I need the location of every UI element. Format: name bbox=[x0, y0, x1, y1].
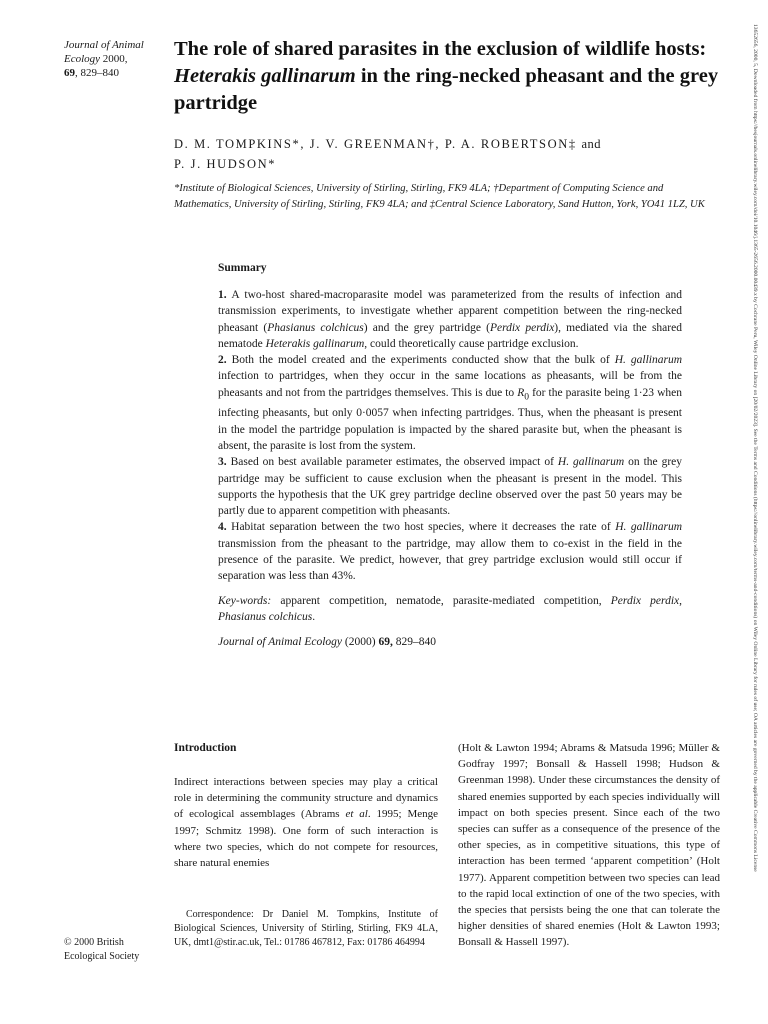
introduction-right-column: (Holt & Lawton 1994; Abrams & Matsuda 1996; Müller & Godfray 1997; Bonsall & Hassell 1998; Hudson & Greenman 1998). Under these circumstances the density of shared enemies supported by each species individually will impact on both species present. Since each of the two species can suffer as a consequence of the presence of the other species, as in competitive situations, this type of interaction has been termed ‘apparent competition’ (Holt 1977). Apparent competition between two species can lead to the rapid local extinction of one of the two species, with the species that persists being the one that can tolerate the higher densities of shared enemies (Holt & Lawton 1993; Bonsall & Hassell 1997). bbox=[458, 742, 720, 949]
download-side-note bbox=[748, 24, 762, 1014]
journal-citation: Journal of Animal Ecology (2000) 69, 829–840 bbox=[218, 636, 436, 649]
summary-section bbox=[218, 262, 682, 651]
author-list bbox=[174, 134, 704, 174]
journal-volume: 69 bbox=[64, 67, 75, 79]
author-affiliations: *Institute of Biological Sciences, University of Stirling, Stirling, FK9 4LA; †Department of Computing Science and Mathematics, University of Stirling, Stirling, FK9 4LA; and ‡Central Science Laboratory, Sand Hutton, York, YO41 1LZ, UK bbox=[174, 183, 705, 210]
copyright-notice: © 2000 British Ecological Society bbox=[64, 937, 140, 962]
journal-reference bbox=[64, 38, 164, 80]
summary-point-1: 1. A two-host shared-macroparasite model was parameterized from the results of infection and transmission experiments, to investigate whether apparent competition between the ring-necked pheasant (Phasianus colchicus) and the grey partridge (Perdix perdix), mediated via the shared nematode Heterakis gallinarum, could theoretically cause partridge exclusion. bbox=[218, 289, 682, 350]
summary-point-2: 2. Both the model created and the experiments conducted show that the bulk of H. gallinarum infection to partridges, when they occur in the same locations as pheasants, will be from the pheasants and not from the partridges themselves. This is due to $R_0$ for the parasite being 1·23 when infecting pheasants, but only 0·0057 when infecting partridges. Thus, when the pheasant is present in the model the partridge population is impacted by the shared parasite but, when the pheasant is absent, the parasite is lost from the system. bbox=[218, 354, 682, 452]
authors-line1: D. M. TOMPKINS*, J. V. GREENMAN†, P. A. ROBERTSON‡ bbox=[174, 137, 577, 151]
download-side-note-text: 13652656, 2000, 5, Downloaded from https://besjournals.onlinelibrary.wiley.com/doi/10.1046/j.1365-2656.2000.00439.x by Cochrane Peru, Wiley Online Library on [20/02/2023]. See the Terms and Conditions (https://onlinelibrary.wiley.com/terms-and-conditions) on Wiley Online Library for rules of use; OA articles are governed by the applicable Creative Commons License bbox=[752, 24, 758, 872]
journal-pages: , 829–840 bbox=[75, 67, 119, 79]
journal-name-line2: Ecology bbox=[64, 53, 101, 65]
authors-line2: P. J. HUDSON* bbox=[174, 157, 277, 171]
introduction-heading: Introduction bbox=[174, 742, 237, 754]
article-title: The role of shared parasites in the exclusion of wildlife hosts: Heterakis gallinarum in the ring-necked pheasant and the grey partridge bbox=[174, 38, 719, 114]
introduction-left-column: Indirect interactions between species may play a critical role in determining the community structure and dynamics of ecological assemblages (Abrams et al. 1995; Menge 1997; Schmitz 1998). One form of such interaction is where two species, which do not compete for resources, share natural enemies bbox=[174, 776, 438, 870]
keywords: Key-words: apparent competition, nematode, parasite-mediated competition, Perdix perdix, Phasianus colchicus. bbox=[218, 594, 682, 623]
journal-name: Journal of Animal bbox=[64, 39, 144, 51]
summary-point-4: 4. Habitat separation between the two host species, where it decreases the rate of H. gallinarum transmission from the pheasant to the partridge, may allow them to co-exist in the field in the presence of the parasite. We predict, however, that grey partridge exclusion would still occur if separation was less than 43%. bbox=[218, 521, 682, 583]
summary-point-3: 3. Based on best available parameter estimates, the observed impact of H. gallinarum on the grey partridge may be sufficient to cause exclusion when the pheasant is present in the model. This supports the hypothesis that the UK grey partridge decline observed over the past 50 years may be partly due to apparent competition with pheasants. bbox=[218, 456, 683, 518]
correspondence-note: Correspondence: Dr Daniel M. Tompkins, Institute of Biological Sciences, University of Stirling, Stirling, FK9 4LA, UK, dmt1@stir.ac.uk, Tel.: 01786 467812, Fax: 01786 464994 bbox=[174, 909, 438, 948]
summary-heading: Summary bbox=[218, 262, 267, 274]
title-species: Heterakis gallinarum bbox=[174, 65, 356, 87]
journal-year: 2000, bbox=[102, 53, 128, 65]
authors-and: and bbox=[581, 137, 601, 151]
